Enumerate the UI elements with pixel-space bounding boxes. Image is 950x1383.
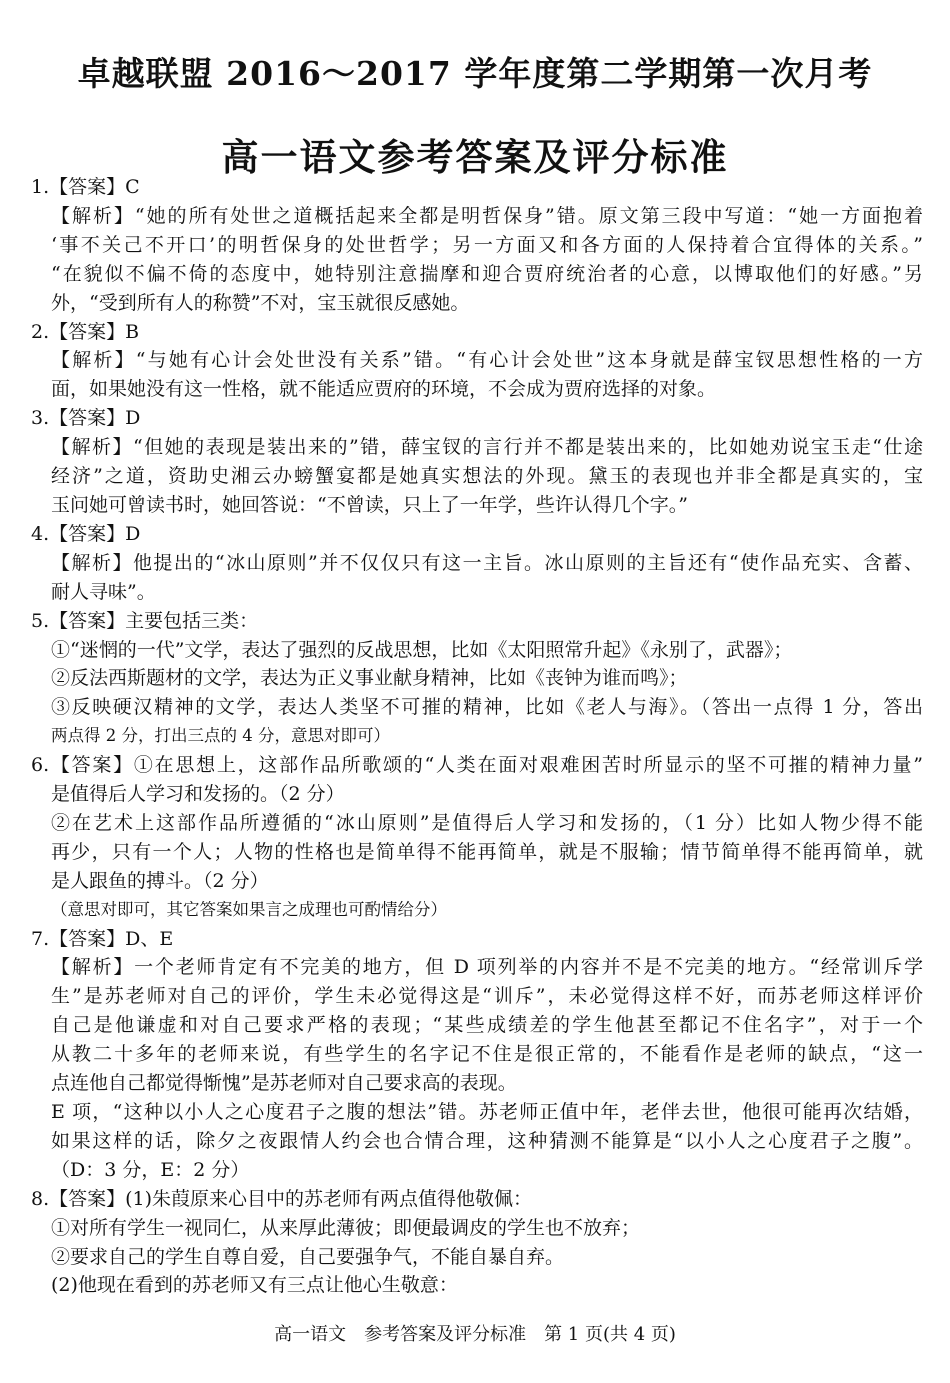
- answer-label: 8.【答案】(1)朱葭原来心目中的苏老师有两点值得他敬佩：: [31, 1187, 533, 1210]
- explanation-line: ‘事不关己不开口’的明哲保身的处世哲学；另一方面又和各方面的人保持着合宜得体的关系。”: [51, 233, 923, 256]
- explanation-line: 外，“受到所有人的称赞”不对，宝玉就很反感她。: [51, 291, 470, 314]
- scoring-note: 两点得 2 分，打出三点的 4 分，意思对即可）: [51, 726, 390, 746]
- answer-item-6: [31, 751, 923, 924]
- explanation-line: 从教二十多年的老师来说，有些学生的名字记不住是很正常的，不能看作是老师的缺点，“这一: [51, 1043, 923, 1066]
- answer-point: ③反映硬汉精神的文学，表达人类坚不可摧的精神，比如《老人与海》。（答出一点得 1 分，答出: [51, 696, 923, 719]
- answer-label: 6.【答案】①在思想上，这部作品所歌颂的“人类在面对艰难困苦时所显示的坚不可摧的精神力量”: [31, 754, 923, 777]
- explanation-line: 【解析】“她的所有处世之道概括起来全都是明哲保身”错。原文第三段中写道：“她一方面抱着: [51, 204, 923, 227]
- answer-point: 再少，只有一个人；人物的性格也是简单得不能再简单，就是不服输；情节简单得不能再简单，就: [51, 840, 923, 863]
- answer-label: 7.【答案】D、E: [31, 927, 174, 950]
- answer-item-5: [31, 607, 923, 752]
- answer-point: 是值得后人学习和发扬的。（2 分）: [51, 783, 345, 806]
- answer-item-2: [31, 318, 923, 405]
- answer-point: ①对所有学生一视同仁，从来厚此薄彼；即便最调皮的学生也不放弃；: [51, 1216, 641, 1239]
- answer-item-4: [31, 520, 923, 607]
- explanation-line: 【解析】“与她有心计会处世没有关系”错。“有心计会处世”这本身就是薛宝钗思想性格的一方: [51, 349, 923, 372]
- answer-point: ②在艺术上这部作品所遵循的“冰山原则”是值得后人学习和发扬的，（1 分）比如人物少得不能: [51, 811, 923, 834]
- exam-title: 卓越联盟 2016～2017 学年度第二学期第一次月考: [77, 54, 873, 93]
- answer-label: 2.【答案】B: [31, 320, 140, 343]
- answer-point: 是人跟鱼的搏斗。（2 分）: [51, 869, 269, 892]
- answer-body: [31, 173, 923, 1300]
- explanation-line: 【解析】“但她的表现是装出来的”错，薛宝钗的言行并不都是装出来的，比如她劝说宝玉走“仕途: [51, 436, 923, 459]
- explanation-line: 自己是他谦虚和对自己要求严格的表现；“某些成绩差的学生他甚至都记不住名字”，对于一个: [51, 1014, 923, 1037]
- scoring-note: （D：3 分，E：2 分）: [51, 1158, 250, 1181]
- explanation-line: 【解析】一个老师肯定有不完美的地方，但 D 项列举的内容并不是不完美的地方。“经常训斥学: [51, 956, 923, 979]
- document-title: 高一语文参考答案及评分标准: [221, 136, 729, 179]
- explanation-line: 如果这样的话，除夕之夜跟情人约会也合情合理，这种猜测不能算是“以小人之心度君子之腹”。: [51, 1129, 923, 1152]
- explanation-line: 生”是苏老师对自己的评价，学生未必觉得这是“训斥”，未必觉得这样不好，而苏老师这样评价: [51, 985, 923, 1008]
- answer-label: 4.【答案】D: [31, 522, 141, 545]
- answer-item-7: [31, 925, 923, 1185]
- answer-item-8: [31, 1185, 923, 1301]
- explanation-line: 经济”之道，资助史湘云办螃蟹宴都是她真实想法的外现。黛玉的表现也并非全都是真实的，宝: [51, 465, 923, 488]
- explanation-line: 【解析】他提出的“冰山原则”并不仅仅只有这一主旨。冰山原则的主旨还有“使作品充实、含蓄、: [51, 551, 923, 574]
- explanation-line: 耐人寻味”。: [51, 580, 156, 603]
- answer-label: 3.【答案】D: [31, 407, 141, 430]
- answer-point: ①“迷惘的一代”文学，表达了强烈的反战思想，比如《太阳照常升起》《永别了，武器》；: [51, 638, 793, 661]
- explanation-line: 面，如果她没有这一性格，就不能适应贾府的环境，不会成为贾府选择的对象。: [51, 378, 717, 401]
- explanation-line: 点连他自己都觉得惭愧”是苏老师对自己要求高的表现。: [51, 1072, 517, 1095]
- answer-point: (2)他现在看到的苏老师又有三点让他心生敬意：: [51, 1274, 458, 1297]
- answer-label: 5.【答案】主要包括三类：: [31, 609, 259, 632]
- answer-item-3: [31, 404, 923, 520]
- explanation-line: “在貌似不偏不倚的态度中，她特别注意揣摩和迎合贾府统治者的心意，以博取他们的好感。”另: [51, 262, 923, 285]
- scoring-note: （意思对即可，其它答案如果言之成理也可酌情给分）: [51, 899, 447, 919]
- answer-label: 1.【答案】C: [31, 176, 140, 198]
- page-footer: 高一语文 参考答案及评分标准 第 1 页(共 4 页): [274, 1324, 676, 1345]
- answer-item-1: [31, 173, 923, 318]
- explanation-line: 玉问她可曾读书时，她回答说：“不曾读，只上了一年学，些许认得几个字。”: [51, 493, 688, 516]
- explanation-line: E 项，“这种以小人之心度君子之腹的想法”错。苏老师正值中年，老伴去世，他很可能再次结婚，: [51, 1101, 923, 1123]
- answer-point: ②要求自己的学生自尊自爱，自己要强争气，不能自暴自弃。: [51, 1245, 565, 1268]
- answer-point: ②反法西斯题材的文学，表达为正义事业献身精神，比如《丧钟为谁而鸣》；: [51, 667, 688, 690]
